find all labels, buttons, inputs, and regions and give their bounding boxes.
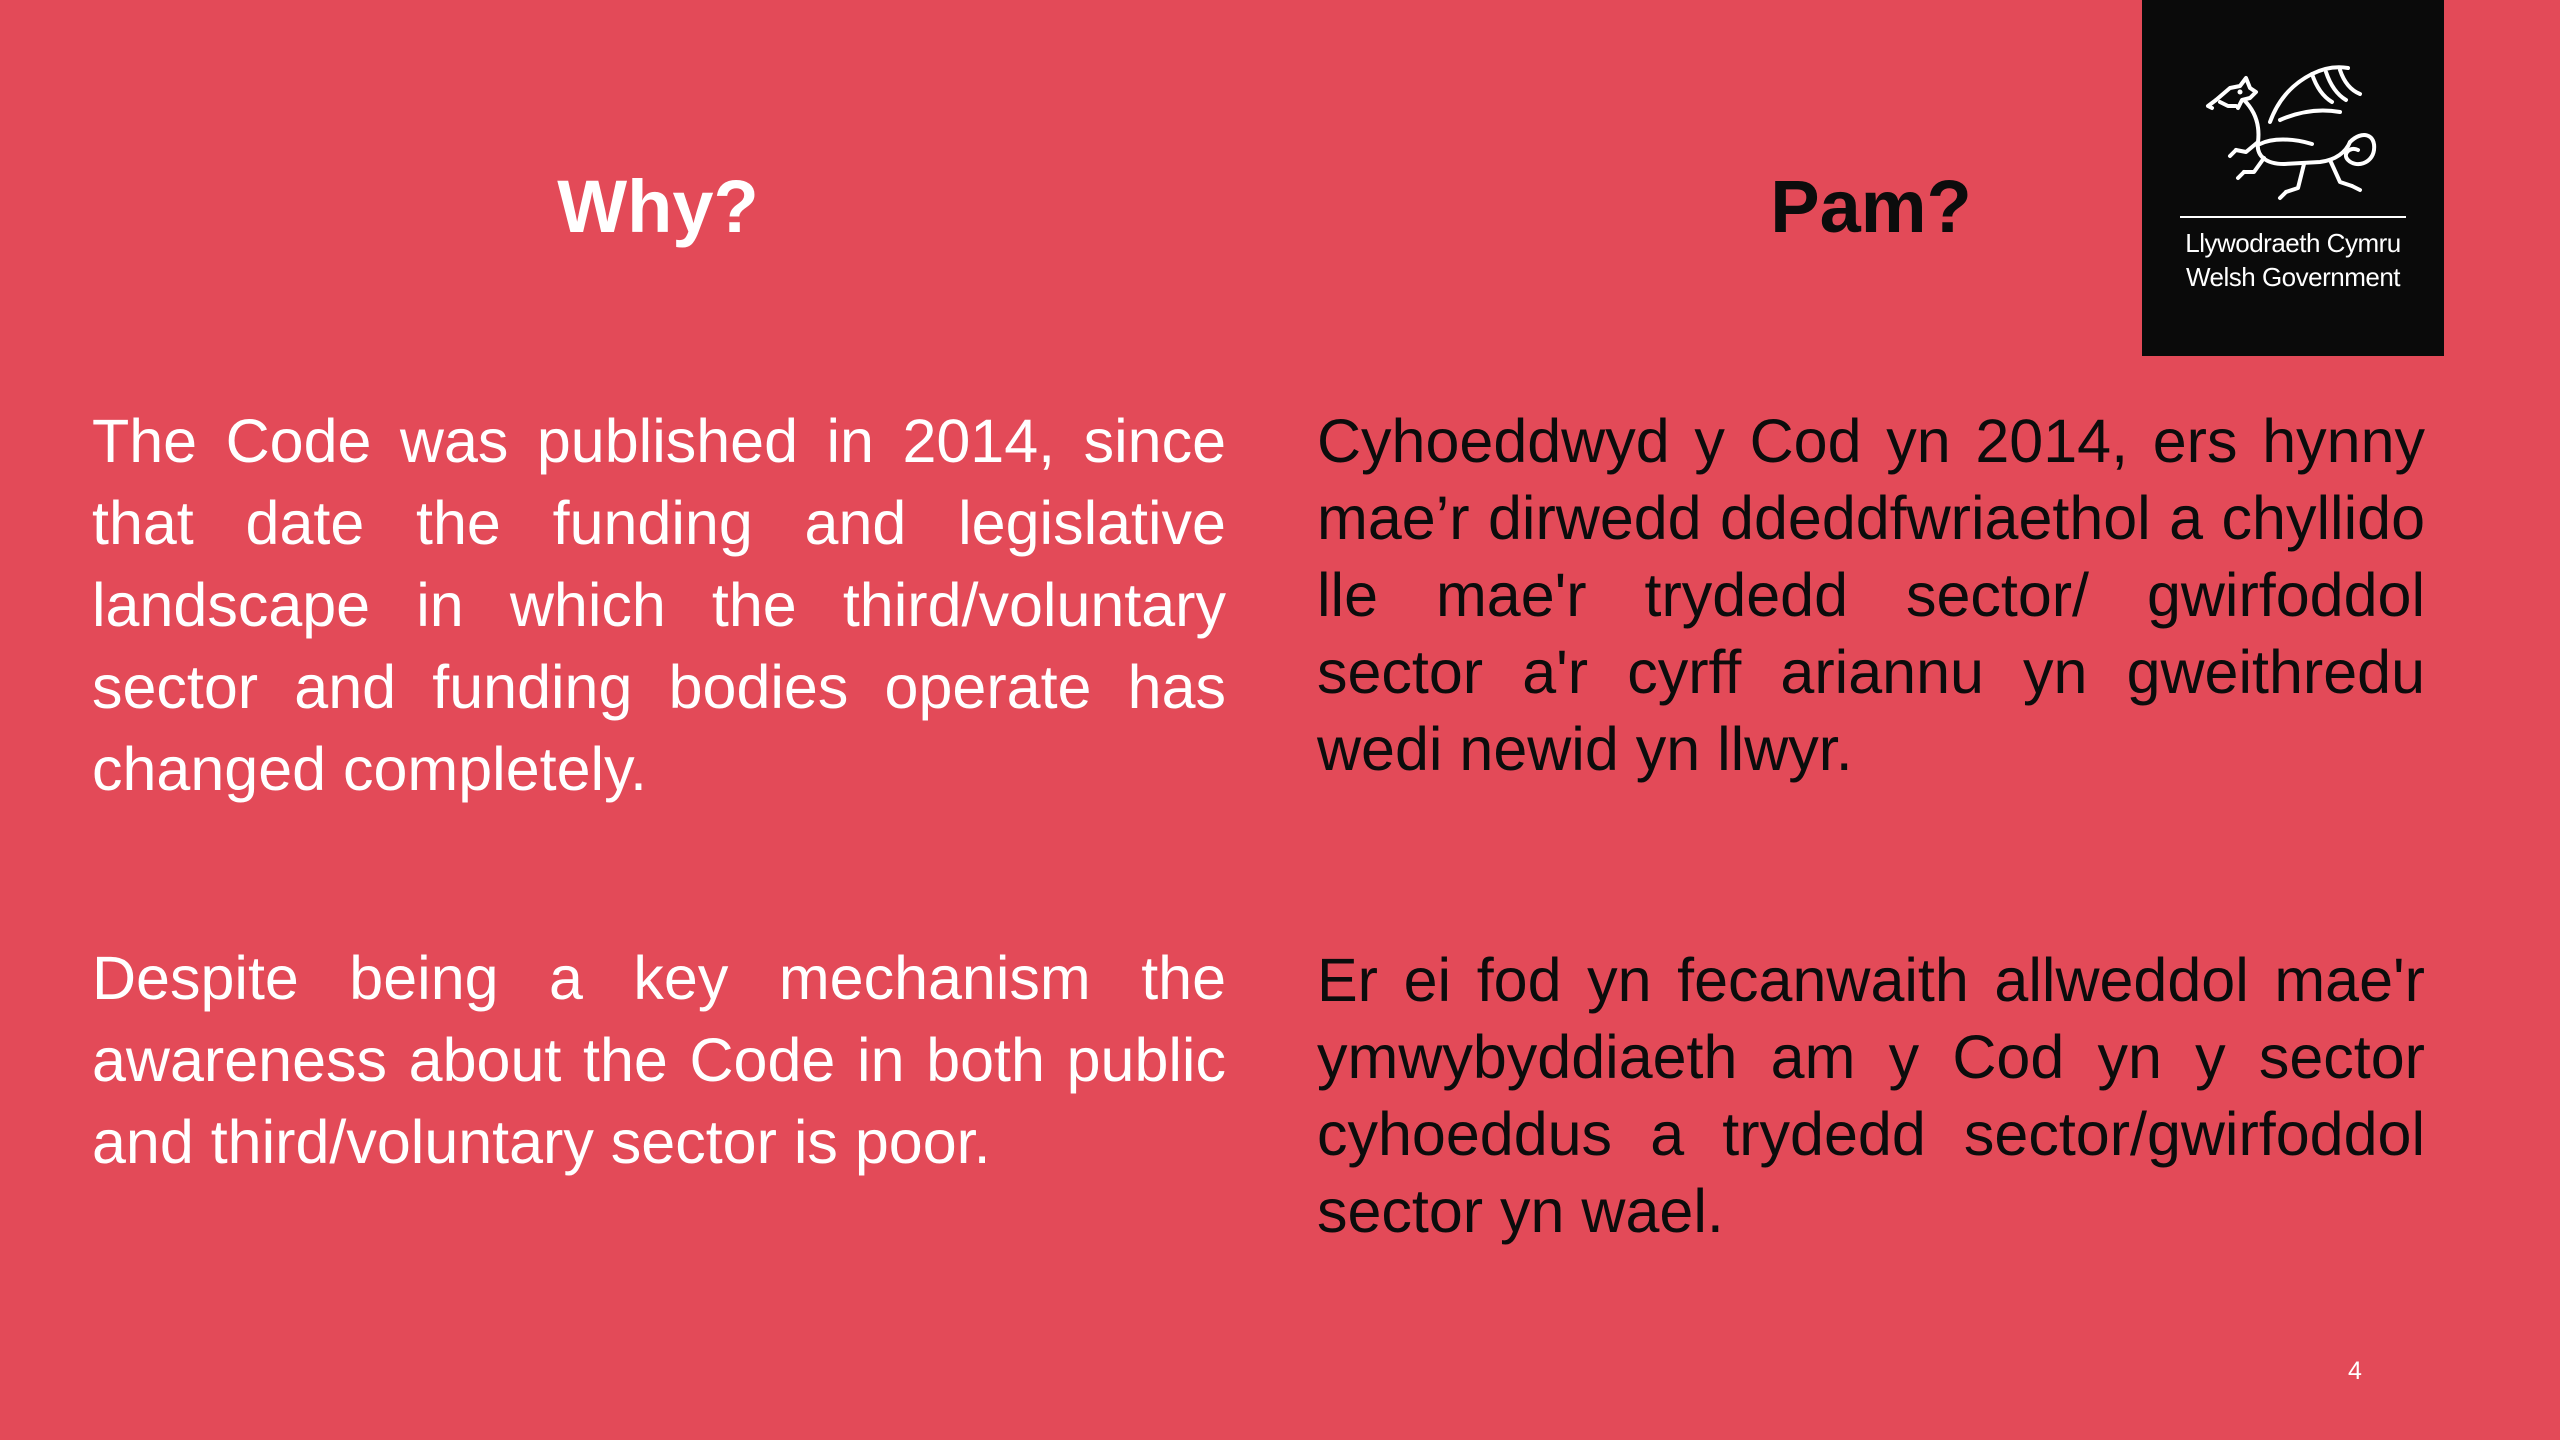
english-paragraph-1: The Code was published in 2014, since that date the funding and legislative landscape in which the third/voluntary sector and funding bodies operate has changed completely.: [92, 407, 1226, 803]
english-heading: Why?: [557, 165, 759, 248]
welsh-heading: Pam?: [1770, 165, 1972, 248]
welsh-government-logo: [2142, 0, 2444, 356]
welsh-dragon-icon: [2200, 60, 2386, 210]
page-number: 4: [2348, 1357, 2362, 1385]
english-paragraph-2: Despite being a key mechanism the awareness about the Code in both public and third/voluntary sector is poor.: [92, 944, 1226, 1176]
logo-divider: [2180, 216, 2406, 218]
welsh-paragraph-1: Cyhoeddwyd y Cod yn 2014, ers hynny mae’r dirwedd ddeddfwriaethol a chyllido lle mae'r trydedd sector/ gwirfoddol sector a'r cyrff ariannu yn gweithredu wedi newid yn llwyr.: [1317, 407, 2425, 783]
logo-text-welsh: Llywodraeth Cymru: [2185, 228, 2401, 258]
logo-text-english: Welsh Government: [2185, 262, 2401, 292]
welsh-paragraph-2: Er ei fod yn fecanwaith allweddol mae'r ymwybyddiaeth am y Cod yn y sector cyhoeddus a trydedd sector/gwirfoddol sector yn wael.: [1317, 946, 2425, 1245]
